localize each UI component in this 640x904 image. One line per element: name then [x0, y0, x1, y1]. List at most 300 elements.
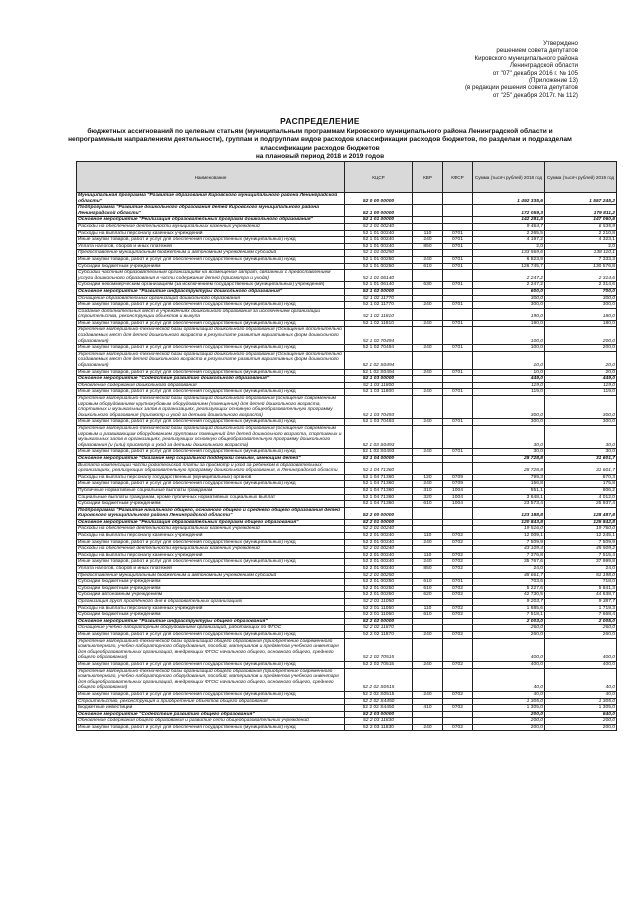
cell-name: Основное мероприятие "Развитие инфраструктуры общего образования" — [77, 618, 345, 625]
cell-name: Основное мероприятие "Содействие развитию дошкольного образования" — [77, 376, 345, 383]
cell-kfsr: 0701 — [443, 263, 473, 270]
cell-2019: 260,0 — [545, 631, 617, 638]
table-row — [77, 599, 617, 606]
cell-2018: 200,0 — [473, 711, 545, 718]
cell-name: Иные закупки товаров, работ и услуг для обеспечения государственных (муниципальных) нужд — [77, 345, 345, 352]
cell-kcsr: 52 2 01 00250 — [345, 572, 413, 579]
cell-2019: 300,0 — [545, 302, 617, 309]
cell-kfsr — [443, 638, 473, 661]
cell-2018: 120 843,8 — [473, 519, 545, 526]
table-row — [77, 474, 617, 481]
cell-kcsr: 52 1 02 11770 — [345, 302, 413, 309]
cell-kvr: 120 — [413, 474, 443, 481]
approval-line: Утверждено — [543, 40, 578, 47]
cell-2019: 1 719,3 — [545, 605, 617, 612]
cell-kfsr: 0701 — [443, 243, 473, 250]
cell-2018: 30,0 — [473, 425, 545, 448]
table-row — [77, 282, 617, 289]
cell-2019: 200,0 — [545, 327, 617, 345]
cell-2018: 1 492 335,6 — [473, 193, 545, 205]
cell-2018: 4 197,2 — [473, 237, 545, 244]
cell-2018: 2 003,0 — [473, 618, 545, 625]
table-row — [77, 320, 617, 327]
cell-2018: 260,0 — [473, 625, 545, 632]
cell-kcsr: 52 1 01 00000 — [345, 217, 413, 224]
cell-name: Оснащение образовательных организаций дошкольного образования — [77, 295, 345, 302]
cell-2019: 4 323,1 — [545, 237, 617, 244]
cell-kvr: 610 — [413, 585, 443, 592]
cell-kfsr: 0702 — [443, 661, 473, 668]
cell-2019: 51 198,0 — [545, 572, 617, 579]
cell-2018: 2 247,2 — [473, 270, 545, 282]
cell-kfsr: 0702 — [443, 552, 473, 559]
table-row — [77, 494, 617, 501]
cell-2018: 7 518,1 — [473, 612, 545, 619]
cell-2018: 5 227,6 — [473, 585, 545, 592]
table-row — [77, 223, 617, 230]
cell-kcsr: 52 2 01 00240 — [345, 566, 413, 573]
table-row — [77, 396, 617, 419]
cell-kfsr: 0702 — [443, 605, 473, 612]
cell-2019: 606,2 — [545, 487, 617, 494]
cell-kfsr: 0702 — [443, 631, 473, 638]
cell-name: Укрепление материально-технической базы организаций дошкольного образования (оснащение современным игровым и развивающим оборудованием групповых помещений для детей дошкольного возраста, спортивных и музыкальных залов в организациях, реализующих основную общеобразовательную программу дошкольного образования (и (или) присмотр и уход за детьми дошкольного возраста) — [77, 425, 345, 448]
approval-line: Кировского муниципального района — [474, 54, 578, 62]
cell-2019: 37 999,8 — [545, 559, 617, 566]
table-row — [77, 605, 617, 612]
cell-name: Расходы на выплаты персоналу казенных учреждений — [77, 552, 345, 559]
table-row — [77, 295, 617, 302]
cell-2019: 718,0 — [545, 579, 617, 586]
cell-kfsr — [443, 625, 473, 632]
cell-name: Уплата налогов, сборов и иных платежей — [77, 566, 345, 573]
cell-2018: 19 516,0 — [473, 526, 545, 533]
cell-kvr: 410 — [413, 705, 443, 712]
table-row — [77, 193, 617, 205]
cell-kfsr — [443, 618, 473, 625]
cell-2018: 200,0 — [473, 718, 545, 725]
cell-name: Иные закупки товаров, работ и услуг для обеспечения государственных (муниципальных) нужд — [77, 661, 345, 668]
cell-kcsr: 52 1 03 70493 — [345, 419, 413, 426]
cell-2018: 300,0 — [473, 396, 545, 419]
cell-kcsr: 52 1 02 11810 — [345, 320, 413, 327]
cell-2019: 400,0 — [545, 661, 617, 668]
cell-name: Предоставление муниципальным бюджетным и автономным учреждениям субсидий — [77, 250, 345, 257]
cell-2019: 119,0 — [545, 389, 617, 396]
table-row — [77, 698, 617, 705]
table-row — [77, 217, 617, 224]
cell-2018: 42 730,5 — [473, 592, 545, 599]
table-row — [77, 455, 617, 462]
cell-kcsr: 52 1 03 S0493 — [345, 425, 413, 448]
cell-name: Предоставление муниципальным бюджетным и автономным учреждениям субсидий — [77, 572, 345, 579]
cell-kvr: 610 — [413, 263, 443, 270]
approval-block — [378, 40, 578, 99]
table-row — [77, 288, 617, 295]
cell-2019: 9 387,7 — [545, 599, 617, 606]
cell-2019: 700,0 — [545, 288, 617, 295]
table-row — [77, 250, 617, 257]
cell-2018: 1 305,0 — [473, 698, 545, 705]
cell-kvr — [413, 382, 443, 389]
table-row — [77, 718, 617, 725]
cell-2018: 30,0 — [473, 449, 545, 456]
cell-kcsr: 52 2 02 S0515 — [345, 668, 413, 691]
cell-kfsr — [443, 425, 473, 448]
cell-kfsr: 1004 — [443, 501, 473, 508]
cell-kvr: 240 — [413, 481, 443, 488]
table-row — [77, 668, 617, 691]
cell-2018: 703,6 — [473, 579, 545, 586]
cell-kfsr: 0701 — [443, 320, 473, 327]
cell-kvr: 240 — [413, 302, 443, 309]
cell-2018: 190,0 — [473, 320, 545, 327]
column-header-2019: Сумма (тысяч рублей) 2019 год — [545, 162, 617, 193]
cell-name: Муниципальная программа "Развитие образования Кировского муниципального района Ленинградской области" — [77, 193, 345, 205]
cell-name: Укрепление материально-технической базы организаций дошкольного образования (Оснащение дополнительно создаваемых мест для детей дошкольного возраста в результате развития вариативных форм дошкольного образования) — [77, 327, 345, 345]
table-row — [77, 579, 617, 586]
cell-kcsr: 52 1 04 71360 — [345, 494, 413, 501]
cell-kvr: 240 — [413, 419, 443, 426]
cell-kcsr: 52 1 01 06140 — [345, 270, 413, 282]
cell-kcsr: 52 1 01 06140 — [345, 282, 413, 289]
cell-kcsr: 52 1 04 71360 — [345, 462, 413, 474]
cell-kvr — [413, 250, 443, 257]
cell-kvr: 240 — [413, 691, 443, 698]
cell-kvr — [413, 625, 443, 632]
cell-2018: 172 059,3 — [473, 205, 545, 217]
cell-kvr — [413, 351, 443, 369]
approval-line: решением совета депутатов — [496, 47, 578, 55]
cell-2019: 2,0 — [545, 243, 617, 250]
cell-kcsr: 52 2 01 00240 — [345, 546, 413, 553]
table-row — [77, 345, 617, 352]
cell-kcsr: 52 1 03 S0493 — [345, 449, 413, 456]
cell-2019: 260,0 — [545, 625, 617, 632]
cell-kfsr: 0701 — [443, 256, 473, 263]
cell-kcsr: 52 2 01 00000 — [345, 519, 413, 526]
cell-2018: 156,8 — [473, 481, 545, 488]
cell-name: Субсидии некоммерческим организациям (за исключением государственных (муниципальных) учреждений) — [77, 282, 345, 289]
cell-kfsr: 0701 — [443, 369, 473, 376]
cell-kvr — [413, 507, 443, 519]
table-row — [77, 308, 617, 320]
cell-2019: 300,0 — [545, 295, 617, 302]
cell-kcsr: 52 2 01 00240 — [345, 533, 413, 540]
cell-kfsr: 0701 — [443, 579, 473, 586]
cell-kcsr: 52 1 03 70493 — [345, 396, 413, 419]
column-header-kfsr: КФСР — [443, 162, 473, 193]
cell-kfsr — [443, 711, 473, 718]
cell-2019: 5 841,3 — [545, 585, 617, 592]
cell-kcsr: 52 2 02 70515 — [345, 661, 413, 668]
cell-kcsr: 52 2 02 00000 — [345, 618, 413, 625]
cell-kvr — [413, 295, 443, 302]
cell-kfsr: 0701 — [443, 302, 473, 309]
cell-name: Расходы на обеспечение деятельности муниципальных казенных учреждений — [77, 546, 345, 553]
table-row — [77, 559, 617, 566]
cell-name: Выплата компенсации части родительской платы за присмотр и уход за ребенком в образовательных организациях, реализующих образовательную программу дошкольного образования, в Ленинградской области — [77, 462, 345, 474]
cell-kcsr: 52 1 01 00250 — [345, 256, 413, 263]
cell-kcsr: 52 2 01 00250 — [345, 585, 413, 592]
cell-name: Оснащение учебно-лабораторным оборудованием организаций, работающих по ФГОС — [77, 625, 345, 632]
cell-kvr — [413, 668, 443, 691]
cell-2019: 20,0 — [545, 369, 617, 376]
cell-kcsr: 52 1 04 71360 — [345, 481, 413, 488]
cell-2019: 12 245,1 — [545, 533, 617, 540]
cell-kfsr — [443, 572, 473, 579]
table-row — [77, 270, 617, 282]
cell-kcsr: 52 1 03 11800 — [345, 389, 413, 396]
cell-name: Уплата налогов, сборов и иных платежей — [77, 243, 345, 250]
cell-kfsr — [443, 223, 473, 230]
cell-kcsr: 52 2 01 00250 — [345, 579, 413, 586]
cell-kcsr: 52 0 00 00000 — [345, 193, 413, 205]
table-body — [77, 193, 617, 731]
cell-kvr — [413, 462, 443, 474]
cell-kcsr: 52 2 01 00240 — [345, 552, 413, 559]
table-row — [77, 552, 617, 559]
cell-name: Субсидии бюджетным учреждениям — [77, 501, 345, 508]
cell-kvr — [413, 308, 443, 320]
cell-2018: 142 281,5 — [473, 217, 545, 224]
cell-kcsr: 52 2 00 00000 — [345, 507, 413, 519]
cell-kfsr — [443, 193, 473, 205]
cell-kcsr: 52 1 02 11810 — [345, 308, 413, 320]
cell-name: Создание дополнительных мест в учреждениях дошкольного образования за исключением организации строительства, реконструкции объектов и выкупа — [77, 308, 345, 320]
cell-name: Субсидии частным образовательным организациям на возмещение затрат, связанных с предоставлением услуги дошкольного образования в части содержания детей (присмотра и ухода) — [77, 270, 345, 282]
cell-2019: 45 509,2 — [545, 546, 617, 553]
cell-name: Иные закупки товаров, работ и услуг для обеспечения государственных (муниципальных) нужд — [77, 320, 345, 327]
table-row — [77, 612, 617, 619]
cell-kcsr: 52 1 03 11800 — [345, 382, 413, 389]
document-subtitle: бюджетных ассигнований по целевым статьям (муниципальным программам Кировского муниципального района Ленинградской области и непрограммным направлениям деятельности), группам и подгруппам видов расходов классификации расходов бюджетов, по разделам и подразделам классификации расходов бюджетов — [68, 128, 572, 152]
cell-kcsr: 52 1 02 11770 — [345, 295, 413, 302]
cell-2019: 128 487,8 — [545, 507, 617, 519]
budget-table — [76, 161, 617, 731]
cell-2019: 180,0 — [545, 308, 617, 320]
table-row — [77, 638, 617, 661]
cell-kfsr: 0701 — [443, 345, 473, 352]
cell-2019: 300,0 — [545, 419, 617, 426]
cell-kvr — [413, 455, 443, 462]
cell-2019: 40,0 — [545, 668, 617, 691]
table-row — [77, 263, 617, 270]
table-row — [77, 507, 617, 519]
cell-kfsr — [443, 526, 473, 533]
cell-2019: 31 601,7 — [545, 455, 617, 462]
table-row — [77, 691, 617, 698]
cell-kvr — [413, 205, 443, 217]
cell-name: Укрепление материально-технической базы организаций общего образования (приобретение современного компьютерного, учебно-лабораторного оборудования, пособий, материалов и предметов учебного инвентаря для общеобразовательных организаций, внедряющих ФГОС начального общего, основного общего, среднего общего образования) — [77, 668, 345, 691]
cell-name: Расходы на выплаты персоналу казенных учреждений — [77, 230, 345, 237]
cell-2018: 300,0 — [473, 295, 545, 302]
cell-2018: 200,0 — [473, 724, 545, 731]
cell-2019: 7 333,3 — [545, 256, 617, 263]
cell-name: Обновление содержания общего образования и развитие сети общеобразовательных учреждений — [77, 718, 345, 725]
cell-kfsr — [443, 327, 473, 345]
cell-kfsr — [443, 668, 473, 691]
cell-kcsr: 52 1 01 00240 — [345, 237, 413, 244]
cell-2018: 12 009,1 — [473, 533, 545, 540]
table-row — [77, 237, 617, 244]
cell-name: Основное мероприятие "Реализация образовательных программ общего образования" — [77, 519, 345, 526]
cell-2018: 35 767,6 — [473, 559, 545, 566]
cell-kfsr — [443, 288, 473, 295]
column-header-kcsr: КЦСР — [345, 162, 413, 193]
cell-name: Основное мероприятие "Развитие инфраструктуры дошкольного образования" — [77, 288, 345, 295]
cell-kcsr: 52 2 01 00240 — [345, 559, 413, 566]
cell-name: Организация групп продлённого дня в образовательных организациях — [77, 599, 345, 606]
table-row — [77, 539, 617, 546]
cell-2019: 20,0 — [545, 351, 617, 369]
cell-name: Субсидии бюджетным учреждениям — [77, 585, 345, 592]
cell-kvr — [413, 396, 443, 419]
cell-kvr — [413, 572, 443, 579]
cell-kvr — [413, 270, 443, 282]
cell-name: Подпрограмма "Развитие начального общего, основного общего и среднего общего образования детей Кировского муниципального района Ленинградской области" — [77, 507, 345, 519]
cell-kvr: 240 — [413, 369, 443, 376]
cell-kvr — [413, 546, 443, 553]
cell-kvr: 610 — [413, 612, 443, 619]
cell-kvr: 610 — [413, 501, 443, 508]
cell-kvr — [413, 425, 443, 448]
cell-kcsr: 52 2 01 11050 — [345, 605, 413, 612]
table-row — [77, 419, 617, 426]
cell-kcsr: 52 2 01 00250 — [345, 592, 413, 599]
cell-name: Иные закупки товаров, работ и услуг для обеспечения государственных (муниципальных) нужд — [77, 724, 345, 731]
cell-kfsr: 0701 — [443, 419, 473, 426]
cell-kcsr: 52 2 02 S4450 — [345, 705, 413, 712]
cell-kvr: 240 — [413, 237, 443, 244]
table-row — [77, 327, 617, 345]
cell-2018: 3 648,1 — [473, 494, 545, 501]
cell-kfsr: 1004 — [443, 487, 473, 494]
cell-name: Субсидии бюджетным учреждениям — [77, 579, 345, 586]
cell-name: Субсидии автономным учреждениям — [77, 592, 345, 599]
cell-kvr: 310 — [413, 487, 443, 494]
cell-kvr — [413, 217, 443, 224]
table-row — [77, 566, 617, 573]
cell-2018: 799,3 — [473, 474, 545, 481]
table-row — [77, 533, 617, 540]
cell-kcsr: 52 1 04 71360 — [345, 474, 413, 481]
column-header-name: Наименование — [77, 162, 345, 193]
cell-kfsr — [443, 376, 473, 383]
cell-2018: 6 823,9 — [473, 256, 545, 263]
cell-2018: 126 745,7 — [473, 263, 545, 270]
cell-2018: 28 728,8 — [473, 462, 545, 474]
cell-kcsr: 52 1 01 00250 — [345, 263, 413, 270]
table-row — [77, 425, 617, 448]
cell-2019: 200,0 — [545, 718, 617, 725]
table-row — [77, 481, 617, 488]
cell-2018: 7 376,8 — [473, 552, 545, 559]
table-row — [77, 376, 617, 383]
cell-name: Бюджетные инвестиции — [77, 705, 345, 712]
cell-kfsr: 0702 — [443, 724, 473, 731]
cell-kvr — [413, 223, 443, 230]
cell-kvr — [413, 618, 443, 625]
cell-kvr — [413, 519, 443, 526]
cell-kfsr: 0709 — [443, 481, 473, 488]
cell-kcsr: 52 1 01 00240 — [345, 243, 413, 250]
cell-kcsr: 52 2 01 11050 — [345, 612, 413, 619]
table-row — [77, 462, 617, 474]
cell-2018: 23 573,4 — [473, 501, 545, 508]
table-row — [77, 526, 617, 533]
cell-kfsr: 1004 — [443, 494, 473, 501]
cell-2019: 449,0 — [545, 376, 617, 383]
cell-2018: 10,0 — [473, 369, 545, 376]
cell-kcsr: 52 1 03 00000 — [345, 376, 413, 383]
cell-2018: 9 203,7 — [473, 599, 545, 606]
cell-kfsr — [443, 462, 473, 474]
approval-line: (Приложение 13) — [528, 77, 578, 85]
table-row — [77, 618, 617, 625]
cell-kvr: 110 — [413, 230, 443, 237]
table-row — [77, 382, 617, 389]
cell-kfsr — [443, 217, 473, 224]
cell-kfsr — [443, 718, 473, 725]
cell-2019: 300,0 — [545, 396, 617, 419]
cell-name: Укрепление материально-технической базы организаций дошкольного образования (оснащение современным игровым оборудованием крупнокубовым оборудованием (помещения) для детей дошкольного возраста, спортивных и музыкальных залов в организациях, реализующих основную общеобразовательную программу дошкольного образования (присмотр и уход за детьми дошкольного возраста) — [77, 396, 345, 419]
cell-name: Расходы на обеспечение деятельности муниципальных казенных учреждений — [77, 223, 345, 230]
document-title-block — [60, 116, 580, 161]
cell-kvr: 240 — [413, 559, 443, 566]
cell-kfsr: 0701 — [443, 237, 473, 244]
cell-kvr: 240 — [413, 631, 443, 638]
cell-kcsr: 52 2 02 S4450 — [345, 698, 413, 705]
cell-kvr: 240 — [413, 539, 443, 546]
cell-2018: 48 661,7 — [473, 572, 545, 579]
cell-kvr: 240 — [413, 389, 443, 396]
cell-2019: 4 012,0 — [545, 494, 617, 501]
cell-kfsr: 0702 — [443, 705, 473, 712]
table-row — [77, 302, 617, 309]
table-row — [77, 230, 617, 237]
cell-kfsr — [443, 308, 473, 320]
cell-2019: 44 638,7 — [545, 592, 617, 599]
cell-kfsr: 0702 — [443, 612, 473, 619]
cell-kfsr: 0701 — [443, 389, 473, 396]
cell-2019: 19 760,0 — [545, 526, 617, 533]
cell-name: Основное мероприятие "Содействие развитию общего образования" — [77, 711, 345, 718]
cell-2019: 175,8 — [545, 481, 617, 488]
cell-kcsr: 52 2 02 11870 — [345, 625, 413, 632]
document-title: РАСПРЕДЕЛЕНИЕ — [280, 116, 360, 126]
cell-2019: 7 515,4 — [545, 552, 617, 559]
cell-kcsr: 52 2 01 11050 — [345, 599, 413, 606]
cell-2019: 130 576,8 — [545, 263, 617, 270]
cell-2019: 200,0 — [545, 345, 617, 352]
cell-kcsr: 52 2 01 00240 — [345, 526, 413, 533]
cell-2019: 119,0 — [545, 382, 617, 389]
approval-line: от "07" декабря 2016 г. № 105 — [492, 69, 578, 77]
cell-kcsr: 52 1 02 70494 — [345, 345, 413, 352]
cell-2018: 449,0 — [473, 376, 545, 383]
table-row — [77, 256, 617, 263]
cell-2018: 551,1 — [473, 487, 545, 494]
cell-2019: 2 005,0 — [545, 618, 617, 625]
cell-2019: 24,0 — [545, 566, 617, 573]
cell-name: Иные закупки товаров, работ и услуг для обеспечения государственных (муниципальных) нужд — [77, 237, 345, 244]
table-row — [77, 501, 617, 508]
approval-line: Ленинградской области — [509, 62, 578, 70]
table-row — [77, 724, 617, 731]
cell-kcsr: 52 1 02 S0494 — [345, 351, 413, 369]
cell-kvr — [413, 376, 443, 383]
